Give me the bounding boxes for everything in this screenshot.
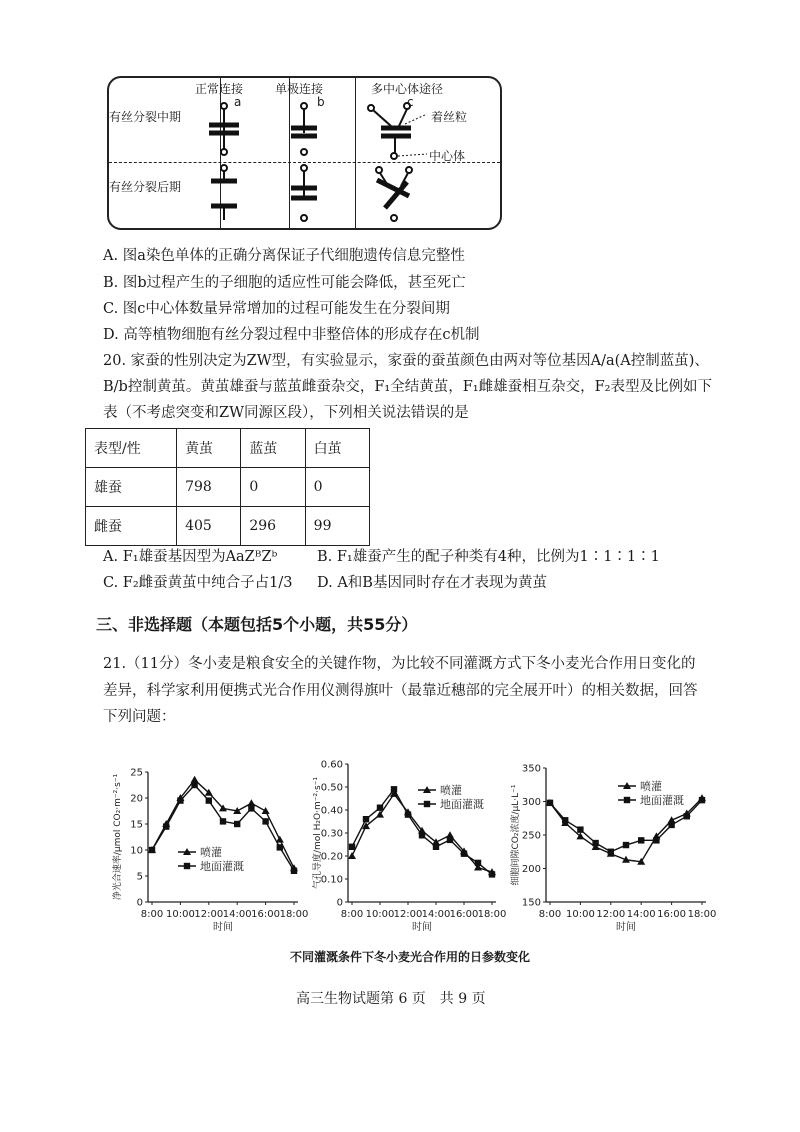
x-tick-label: 10:00 <box>565 909 595 920</box>
q20-option-c: C. F₂雌蚕黄茧中纯合子占1/3 <box>103 575 293 591</box>
q20-stem-line-3: 表（不考虑突变和ZW同源区段），下列相关说法错误的是 <box>103 405 469 421</box>
q21-stem-line-3: 下列问题： <box>103 709 176 725</box>
data-point-square <box>206 797 212 803</box>
q19-option-a: A. 图a染色单体的正确分离保证子代细胞遗传信息完整性 <box>103 248 465 264</box>
table-cell: 0 <box>241 468 305 507</box>
legend-label: 喷灌 <box>200 846 222 859</box>
data-point-square <box>489 871 495 877</box>
data-point-square <box>433 844 439 850</box>
x-tick-label: 16:00 <box>657 909 687 920</box>
q19-option-c: C. 图c中心体数量异常增加的过程可能发生在分裂间期 <box>103 301 450 317</box>
y-tick-label: 0.10 <box>320 874 343 886</box>
series-line-1 <box>550 798 702 862</box>
data-point-triangle <box>262 807 270 814</box>
y-tick-label: 250 <box>521 830 541 842</box>
x-tick-label: 10:00 <box>365 909 395 920</box>
y-tick-label: 0.40 <box>320 805 343 817</box>
page-footer: 高三生物试题第 6 页 共 9 页 <box>296 991 486 1007</box>
data-point-square <box>461 851 467 857</box>
data-point-square <box>163 823 169 829</box>
y-tick-label: 20 <box>130 793 143 805</box>
x-tick-label: 16:00 <box>251 909 281 920</box>
data-point-square <box>363 816 369 822</box>
data-point-square <box>234 821 240 827</box>
legend-label: 地面灌溉 <box>440 798 484 811</box>
table-cell: 雄蚕 <box>86 468 177 507</box>
table-row <box>86 468 370 507</box>
table-cell: 0 <box>305 468 369 507</box>
table-header-cell: 黄茧 <box>177 429 241 468</box>
data-point-square <box>177 797 183 803</box>
letter-c: c <box>407 95 414 109</box>
data-point-square <box>684 813 690 819</box>
letter-a: a <box>234 95 242 109</box>
data-point-square <box>547 800 553 806</box>
q19-option-d: D. 高等植物细胞有丝分裂过程中非整倍体的形成存在c机制 <box>103 327 480 343</box>
legend-marker-square <box>424 801 430 807</box>
table-header-cell: 蓝茧 <box>241 429 305 468</box>
table-header-cell: 白茧 <box>305 429 369 468</box>
x-tick-label: 14:00 <box>421 909 451 920</box>
data-point-square <box>447 837 453 843</box>
section-title: 三、非选择题（本题包括5个小题，共55分） <box>96 615 418 634</box>
data-point-triangle <box>191 776 199 783</box>
chart-intercellular-co2 <box>510 760 720 944</box>
x-tick-label: 8:00 <box>140 909 164 920</box>
q21-stem-line-1: 21.（11分）冬小麦是粮食安全的关键作物，为比较不同灌溉方式下冬小麦光合作用日变化的 <box>103 656 696 672</box>
x-tick-label: 14:00 <box>222 909 252 920</box>
q21-stem-line-2: 差异，科学家利用便携式光合作用仪测得旗叶（最靠近穗部的完全展开叶）的相关数据，回答 <box>103 683 698 699</box>
table-cell: 405 <box>177 507 241 546</box>
mitosis-diagram <box>107 76 502 230</box>
chart-svg-2 <box>310 760 510 940</box>
data-point-square <box>391 786 397 792</box>
x-tick-label: 10:00 <box>165 909 195 920</box>
letter-b: b <box>317 95 325 109</box>
legend-label: 地面灌溉 <box>640 794 684 807</box>
x-tick-label: 8:00 <box>340 909 364 920</box>
table-header-cell: 表型/性 <box>86 429 177 468</box>
data-point-square <box>623 842 629 848</box>
y-tick-label: 0.50 <box>320 782 343 794</box>
col-header-multi-centrosome: 多中心体途径 <box>371 82 444 96</box>
y-axis-label: 净光合速率/μmol CO₂·m⁻²·s⁻¹ <box>113 773 123 901</box>
legend-label: 地面灌溉 <box>200 860 244 873</box>
x-axis-label: 时间 <box>616 922 636 933</box>
chart-svg-1 <box>100 760 315 940</box>
q20-option-b: B. F₁雄蚕产生的配子种类有4种，比例为1∶1∶1∶1 <box>317 549 660 565</box>
legend-label: 喷灌 <box>640 780 662 793</box>
data-point-square <box>562 817 568 823</box>
q20-stem-line-1: 20. 家蚕的性别决定为ZW型，有实验显示，家蚕的蚕茧颜色由两对等位基因A/a(A控制蓝茧)、 <box>103 353 709 369</box>
data-point-square <box>349 844 355 850</box>
data-point-square <box>577 826 583 832</box>
chromosome-drawings <box>109 78 500 228</box>
data-point-square <box>653 837 659 843</box>
col-header-monopolar: 单极连接 <box>275 82 324 96</box>
series-line-2 <box>152 785 294 871</box>
table-cell: 798 <box>177 468 241 507</box>
x-tick-label: 16:00 <box>449 909 479 920</box>
y-tick-label: 0.60 <box>320 759 343 771</box>
col-header-normal: 正常连接 <box>195 82 244 96</box>
table-cell: 雌蚕 <box>86 507 177 546</box>
legend-label: 喷灌 <box>440 784 462 797</box>
data-point-square <box>592 840 598 846</box>
y-tick-label: 0.20 <box>320 851 343 863</box>
figure-caption: 不同灌溉条件下冬小麦光合作用的日参数变化 <box>290 950 531 964</box>
data-point-square <box>191 782 197 788</box>
y-tick-label: 15 <box>130 819 143 831</box>
data-point-square <box>608 849 614 855</box>
y-tick-label: 350 <box>521 763 541 775</box>
data-point-square <box>668 822 674 828</box>
data-point-square <box>220 818 226 824</box>
q20-stem-line-2: B/b控制黄茧。黄茧雄蚕与蓝茧雌蚕杂交，F₁全结黄茧，F₁雌雄蚕相互杂交，F₂表型及比例如下 <box>103 379 712 395</box>
q20-option-a: A. F₁雄蚕基因型为AaZᴮZᵇ <box>103 549 278 565</box>
data-point-square <box>277 844 283 850</box>
phenotype-table <box>85 428 370 546</box>
x-tick-label: 12:00 <box>194 909 224 920</box>
chart-stomatal-conductance <box>310 760 510 944</box>
x-tick-label: 18:00 <box>279 909 309 920</box>
y-tick-label: 200 <box>521 864 541 875</box>
legend-marker-square <box>624 797 630 803</box>
x-axis-label: 时间 <box>213 922 233 933</box>
x-tick-label: 12:00 <box>393 909 423 920</box>
y-axis-label: 细胞间隙CO₂浓度/μL·L⁻¹ <box>511 784 521 886</box>
data-point-square <box>405 811 411 817</box>
y-tick-label: 300 <box>521 797 541 808</box>
data-point-triangle <box>247 799 255 806</box>
data-point-square <box>149 847 155 853</box>
data-point-square <box>291 868 297 874</box>
data-point-triangle <box>348 852 356 859</box>
row-label-anaphase: 有丝分裂后期 <box>109 180 182 194</box>
x-tick-label: 18:00 <box>687 909 717 920</box>
y-tick-label: 0 <box>136 897 143 909</box>
data-point-square <box>248 805 254 811</box>
chart-svg-3 <box>510 760 720 940</box>
data-point-square <box>475 860 481 866</box>
table-row <box>86 507 370 546</box>
label-centrosome: 中心体 <box>429 149 466 163</box>
data-point-square <box>638 837 644 843</box>
table-cell: 296 <box>241 507 305 546</box>
x-tick-label: 18:00 <box>477 909 507 920</box>
legend-marker-square <box>184 863 190 869</box>
y-tick-label: 5 <box>136 871 143 883</box>
y-tick-label: 0 <box>336 897 343 909</box>
y-tick-label: 0.30 <box>320 828 343 840</box>
row-label-metaphase: 有丝分裂中期 <box>109 110 182 124</box>
table-header-row <box>86 429 370 468</box>
q20-option-d: D. A和B基因同时存在才表现为黄茧 <box>317 575 547 591</box>
x-tick-label: 12:00 <box>596 909 626 920</box>
x-axis-label: 时间 <box>412 922 432 933</box>
data-point-square <box>262 818 268 824</box>
data-point-square <box>377 805 383 811</box>
y-axis-label: 气孔导度/mol H₂O·m⁻²·s⁻¹ <box>313 776 323 890</box>
q19-option-b: B. 图b过程产生的子细胞的适应性可能会降低，甚至死亡 <box>103 275 466 291</box>
chart-net-photosynthesis <box>100 760 315 944</box>
data-point-square <box>699 797 705 803</box>
y-tick-label: 10 <box>130 845 143 857</box>
y-tick-label: 25 <box>130 767 143 779</box>
label-centromere: 着丝粒 <box>431 110 468 124</box>
table-cell: 99 <box>305 507 369 546</box>
x-tick-label: 14:00 <box>626 909 656 920</box>
x-tick-label: 8:00 <box>538 909 562 920</box>
data-point-square <box>419 832 425 838</box>
y-tick-label: 150 <box>521 897 541 909</box>
